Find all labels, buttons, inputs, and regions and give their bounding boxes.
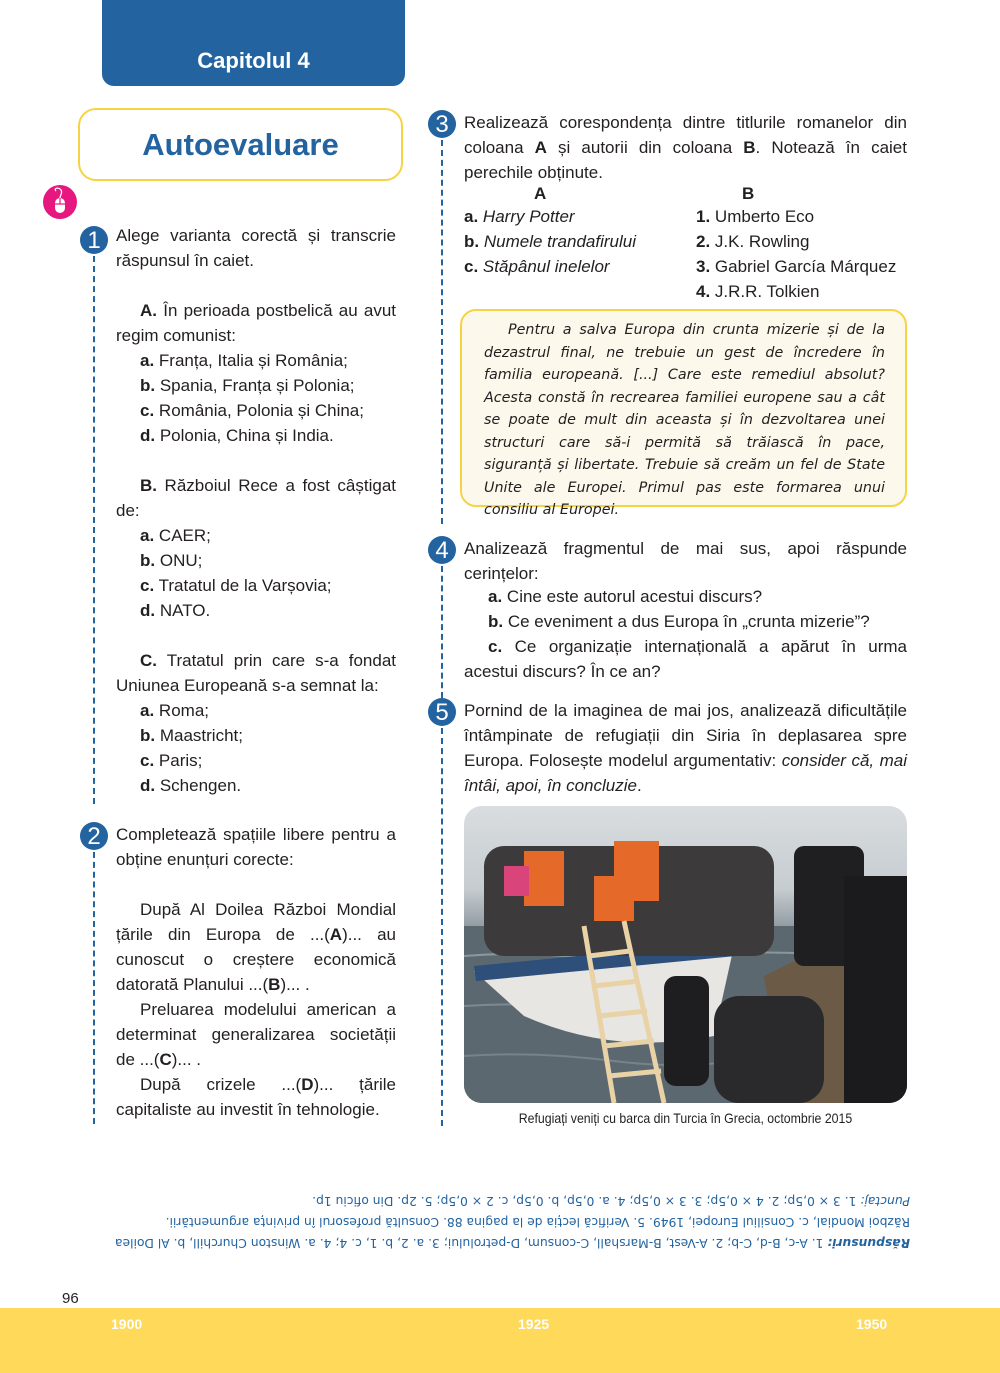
- exercise-4-item: a. Cine este autorul acestui discurs?: [488, 587, 763, 606]
- quote-box: [460, 309, 907, 518]
- section-title: Autoevaluare: [78, 108, 403, 181]
- author-item: 4. J.R.R. Tolkien: [696, 282, 820, 301]
- option: c. Paris;: [140, 751, 203, 770]
- option: a. CAER;: [140, 526, 211, 545]
- exercise-1-number: 1: [80, 226, 108, 254]
- exercise-1c-options: [116, 698, 406, 798]
- option: d. Polonia, China și India.: [140, 426, 334, 445]
- option: d. NATO.: [140, 601, 211, 620]
- quote-text: Pentru a salva Europa din crunta mizerie și de la dezastrul final, ne trebuie un gest de încredere în familia europeană. [...] Care este remediul absolut? Acesta constă în recrearea familiei europene sau a cât se poate de mult din aceasta și în dezvoltarea unei structuri care să-i permită să trăiască în pace, siguranță și libertate. Trebuie să creăm un fel de State Unite ale Europei. Primul pas este formarea unui consiliu al Europei.: [484, 322, 885, 518]
- question-text: Tratatul prin care s-a fondat Uniunea Europeană s-a semnat la:: [116, 651, 396, 695]
- exercise-4-number: 4: [428, 536, 456, 564]
- exercise-4-dashline: [441, 566, 443, 698]
- timeline-year: 1900: [111, 1316, 143, 1332]
- exercise-3-number: 3: [428, 110, 456, 138]
- exercise-4-item: b. Ce eveniment a dus Europa în „crunta mizerie”?: [488, 612, 870, 631]
- author-item: 2. J.K. Rowling: [696, 232, 810, 251]
- refugees-boat-photo: [464, 806, 907, 1103]
- author-item: 1. Umberto Eco: [696, 207, 815, 226]
- column-b-header: B: [742, 184, 755, 203]
- answers-text: Răspunsuri: 1. A-c, B-d, C-b; 2. A-Vest, B-Marshall, C-consum, D-petrolului; 3. a. 2, b. 1, c. 4; 4. a. Winston Churchill, b. Al Doilea Război Mondial, c. Consiliul Europei, 1949. 5. Verifică lecția de la pagina 88. Consultă profesorul în privința argumentării.: [115, 1215, 910, 1250]
- timeline-bar: [0, 1308, 1000, 1373]
- exercise-2-paragraph-1: După Al Doilea Război Mondial țările din Europa de ...(A)... au cunoscut o creștere economică datorată Planului ...(B)... .: [116, 900, 396, 994]
- novel-item: b. Numele trandafirului: [464, 232, 636, 251]
- exercise-4-items: [464, 584, 907, 684]
- column-b-list: [696, 204, 911, 304]
- question-text: În perioada postbelică au avut regim comunist:: [116, 301, 396, 345]
- column-a-header: A: [534, 184, 547, 203]
- score-text: Punctaj: 1. 3 × 0,5p; 2. 4 × 0,5p; 3. 3 × 0,5p; 4. a. 0,5p, b. 0,5p, c. 2 × 0,5p; 5. 2p. Din oficiu 1p.: [312, 1194, 910, 1208]
- mouse-icon: [43, 185, 77, 219]
- exercise-5-number: 5: [428, 698, 456, 726]
- exercise-2-number: 2: [80, 822, 108, 850]
- option: b. Spania, Franța și Polonia;: [140, 376, 355, 395]
- exercise-1-dashline: [93, 256, 95, 804]
- option: a. Franța, Italia și România;: [140, 351, 348, 370]
- timeline-year: 1925: [518, 1316, 550, 1332]
- blank-d: D: [301, 1075, 314, 1094]
- photo-caption: Refugiați veniți cu barca din Turcia în Grecia, octombrie 2015: [518, 1110, 853, 1126]
- exercise-3-prompt: Realizează corespondența dintre titlurile romanelor din coloana A și autorii din coloana B. Notează în caiet perechile obținute.: [464, 113, 907, 182]
- question-letter: B.: [140, 476, 157, 495]
- question-letter: C.: [140, 651, 157, 670]
- option: d. Schengen.: [140, 776, 242, 795]
- exercise-1-question-c: [116, 648, 396, 698]
- author-item: 3. Gabriel García Márquez: [696, 257, 897, 276]
- question-letter: A.: [140, 301, 157, 320]
- novel-item: c. Stăpânul inelelor: [464, 257, 610, 276]
- answers-key: [115, 1190, 910, 1253]
- option: b. Maastricht;: [140, 726, 243, 745]
- exercise-2-paragraph-2: Preluarea modelului american a determinat generalizarea societății de ...(C)... .: [116, 1000, 396, 1069]
- column-a-list: [464, 204, 694, 279]
- question-text: Războiul Rece a fost câștigat de:: [116, 476, 396, 520]
- exercise-1-prompt: Alege varianta corectă și transcrie răspunsul în caiet.: [116, 226, 396, 270]
- exercise-2-dashline: [93, 852, 95, 1124]
- exercise-2-paragraph-3: După crizele ...(D)... țările capitaliste au investit în tehnologie.: [116, 1075, 396, 1119]
- exercise-2-prompt: Completează spațiile libere pentru a obține enunțuri corecte:: [116, 825, 396, 869]
- blank-c: C: [159, 1050, 172, 1069]
- option: c. România, Polonia și China;: [140, 401, 364, 420]
- exercise-4-prompt: Analizează fragmentul de mai sus, apoi răspunde cerințelor:: [464, 539, 907, 583]
- exercise-1b-options: [116, 523, 406, 623]
- timeline-year: 1950: [856, 1316, 888, 1332]
- option: c. Tratatul de la Varșovia;: [140, 576, 332, 595]
- option: b. ONU;: [140, 551, 203, 570]
- exercise-5-prompt: Pornind de la imaginea de mai jos, analizează dificultățile întâmpinate de refugiații din Siria în deplasarea spre Europa. Folosește modelul argumentativ: consider că, mai întâi, apoi, în concluzie.: [464, 701, 907, 795]
- exercise-3-dashline: [441, 140, 443, 524]
- exercise-1-question-b: [116, 473, 396, 523]
- novel-item: a. Harry Potter: [464, 207, 575, 226]
- exercise-4-item: c. Ce organizație internațională a apărut în urma acestui discurs? În ce an?: [464, 637, 907, 681]
- blank-b: B: [268, 975, 281, 994]
- blank-a: A: [329, 925, 343, 944]
- option: a. Roma;: [140, 701, 209, 720]
- exercise-1-question-a: [116, 298, 396, 348]
- exercise-5-dashline: [441, 728, 443, 1126]
- page-number: 96: [62, 1290, 79, 1307]
- exercise-1a-options: [116, 348, 406, 448]
- chapter-tab: Capitolul 4: [102, 0, 405, 86]
